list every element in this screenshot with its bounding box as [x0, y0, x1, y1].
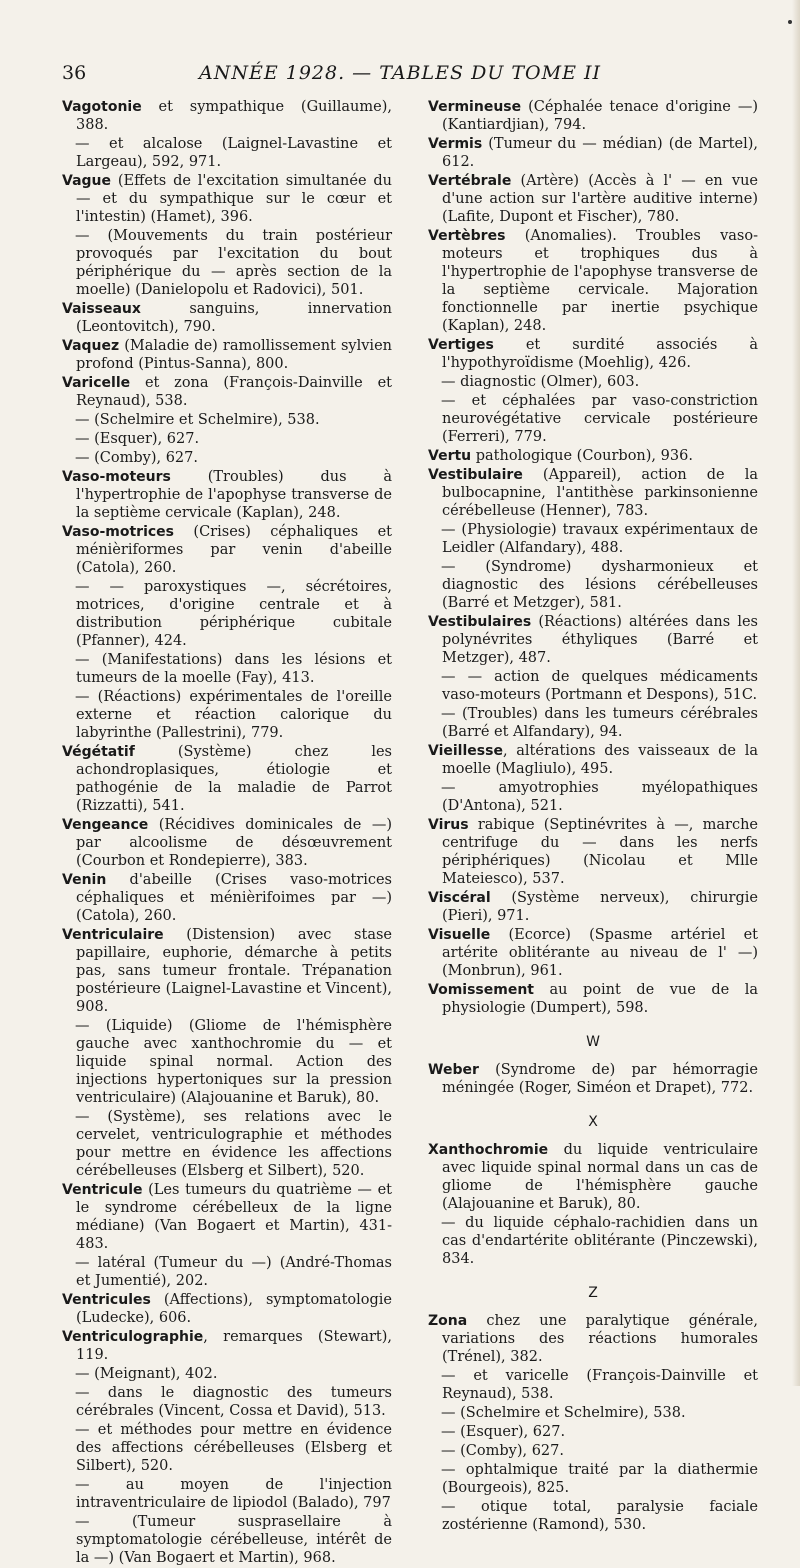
entry-text: pathologique (Courbon), 936.	[471, 448, 693, 464]
entry-text: (Appareil), action de la bulbocapnine, l'antithèse parkinsonienne cérébelleuse (Henner), 783.	[442, 467, 758, 519]
entry-headword: Ventriculaire	[62, 927, 164, 943]
section-letter: Z	[588, 1285, 598, 1301]
entry-text: (Artère) (Accès à l' — en vue d'une action sur l'artère auditive interne) (Lafite, Dupont et Fischer), 780.	[442, 173, 758, 225]
index-entry	[428, 705, 758, 741]
index-entry	[428, 1367, 758, 1403]
entry-headword: Vagotonie	[62, 99, 142, 115]
entry-text: (Ecorce) (Spasme artériel et artérite oblitérante au niveau de l' —) (Monbrun), 961.	[442, 927, 758, 979]
entry-text: et zona (François-Dainville et Reynaud), 538.	[76, 375, 392, 409]
page-speck	[788, 20, 792, 24]
entry-text: — (Esquer), 627.	[75, 431, 200, 447]
index-entry	[428, 1312, 758, 1366]
entry-headword: Vestibulaires	[428, 614, 532, 630]
right-index-column	[428, 98, 758, 1535]
index-entry	[62, 1421, 392, 1475]
entry-headword: Vaisseaux	[62, 301, 141, 317]
entry-text: — (Comby), 627.	[441, 1443, 564, 1459]
index-entry	[428, 373, 758, 391]
index-entry	[62, 172, 392, 226]
index-entry	[62, 1254, 392, 1290]
index-entry	[62, 926, 392, 1016]
index-entry	[62, 430, 392, 448]
index-entry	[428, 558, 758, 612]
entry-text: , altérations des vaisseaux de la moelle (Magliulo), 495.	[442, 743, 758, 777]
index-entry	[428, 466, 758, 520]
entry-text: — diagnostic (Olmer), 603.	[441, 374, 640, 390]
index-entry	[62, 1365, 392, 1383]
entry-headword: Viscéral	[428, 890, 491, 906]
entry-text: (Les tumeurs du quatrième — et le syndrome cérébelleux de la ligne médiane) (Van Bogaert et Martin), 431-483.	[76, 1182, 392, 1252]
index-entry	[428, 1214, 758, 1268]
entry-text: — (Tumeur susprasellaire à symptomatologie cérébelleuse, intérêt de la —) (Van Bogaert et Martin), 968.	[75, 1514, 392, 1566]
index-entry	[62, 374, 392, 410]
entry-text: — (Mouvements du train postérieur provoqués par l'excitation du bout périphérique du — après section de la moelle) (Danielopolu et Radovici), 501.	[75, 228, 392, 298]
index-entry	[428, 1461, 758, 1497]
index-entry	[62, 227, 392, 299]
page-edge-shadow	[792, 0, 800, 1386]
index-entry	[428, 1141, 758, 1213]
index-entry	[62, 523, 392, 577]
entry-headword: Visuelle	[428, 927, 491, 943]
entry-headword: Vertu	[428, 448, 472, 464]
page-header	[0, 62, 800, 92]
entry-headword: Végétatif	[62, 744, 135, 760]
index-entry	[62, 135, 392, 171]
running-title: ANNÉE 1928. — TABLES DU TOME II	[199, 62, 601, 84]
left-index-column	[62, 98, 392, 1568]
entry-headword: Vaquez	[62, 338, 120, 354]
entry-text: — (Système), ses relations avec le cervelet, ventriculographie et méthodes pour mettre en évidence les affections cérébelleuses (Elsberg et Silbert), 520.	[75, 1109, 392, 1179]
page-number: 36	[62, 62, 87, 84]
index-entry	[62, 578, 392, 650]
entry-headword: Ventricule	[62, 1182, 143, 1198]
entry-text: (Distension) avec stase papillaire, euphorie, démarche à petits pas, sans tumeur frontale. Trépanation postérieure (Laignel-Lavastine et Vincent), 908.	[76, 927, 392, 1015]
entry-headword: Vertèbres	[428, 228, 506, 244]
entry-text: et sympathique (Guillaume), 388.	[76, 99, 392, 133]
entry-text: (Système) chez les achondroplasiques, étiologie et pathogénie de la maladie de Parrot (Rizzatti), 541.	[76, 744, 392, 814]
index-entry	[62, 1017, 392, 1107]
index-entry	[62, 651, 392, 687]
entry-headword: Venin	[62, 872, 107, 888]
index-entry	[428, 135, 758, 171]
entry-headword: Xanthochromie	[428, 1142, 549, 1158]
index-entry	[428, 227, 758, 335]
index-entry	[428, 1061, 758, 1097]
index-entry	[428, 336, 758, 372]
entry-text: et surdité associés à l'hypothyroïdisme (Moehlig), 426.	[442, 337, 758, 371]
index-entry	[428, 1423, 758, 1441]
entry-headword: Vertiges	[428, 337, 494, 353]
entry-text: — et méthodes pour mettre en évidence des affections cérébelleuses (Elsberg et Silbert), 520.	[75, 1422, 392, 1474]
entry-text: — (Syndrome) dysharmonieux et diagnostic des lésions cérébelleuses (Barré et Metzger), 581.	[441, 559, 758, 611]
index-entry	[428, 1498, 758, 1534]
entry-text: (Récidives dominicales de —) par alcoolisme de désœuvrement (Courbon et Rondepierre), 383.	[76, 817, 392, 869]
entry-headword: Ventricules	[62, 1292, 151, 1308]
entry-text: — (Liquide) (Gliome de l'hémisphère gauche avec xanthochromie du — et liquide spinal normal. Action des injections hypertoniques sur la pression ventriculaire) (Alajouanine et Baruk), 80.	[75, 1018, 392, 1106]
entry-text: — otique total, paralysie faciale zostérienne (Ramond), 530.	[441, 1499, 758, 1533]
index-entry	[62, 411, 392, 429]
index-entry	[428, 1442, 758, 1460]
index-entry	[62, 743, 392, 815]
index-entry	[62, 1328, 392, 1364]
index-entry	[428, 889, 758, 925]
entry-text: — ophtalmique traité par la diathermie (Bourgeois), 825.	[441, 1462, 758, 1496]
index-entry	[62, 688, 392, 742]
entry-text: — (Schelmire et Schelmire), 538.	[75, 412, 320, 428]
entry-text: — et alcalose (Laignel-Lavastine et Largeau), 592, 971.	[75, 136, 392, 170]
index-entry	[62, 1476, 392, 1512]
entry-text: (Syndrome de) par hémorragie méningée (Roger, Siméon et Drapet), 772.	[442, 1062, 758, 1096]
index-entry	[428, 613, 758, 667]
entry-text: (Affections), symptomatologie (Ludecke), 606.	[76, 1292, 392, 1326]
entry-text: du liquide ventriculaire avec liquide spinal normal dans un cas de gliome de l'hémisphère gauche (Alajouanine et Baruk), 80.	[442, 1142, 758, 1212]
index-entry	[62, 1291, 392, 1327]
entry-headword: Vestibulaire	[428, 467, 523, 483]
entry-text: (Anomalies). Troubles vaso-moteurs et trophiques dus à l'hypertrophie de l'apophyse transverse de la septième cervicale. Majoration fonctionnelle par inertie psychique (Kaplan), 248.	[442, 228, 758, 334]
entry-text: — — action de quelques médicaments vaso-moteurs (Portmann et Despons), 51C.	[441, 669, 758, 703]
entry-text: — (Réactions) expérimentales de l'oreille externe et réaction calorique du labyrinthe (Pallestrini), 779.	[75, 689, 392, 741]
index-entry	[62, 300, 392, 336]
index-entry	[428, 816, 758, 888]
index-entry	[62, 1108, 392, 1180]
index-entry	[428, 392, 758, 446]
index-entry	[428, 668, 758, 704]
entry-text: — (Esquer), 627.	[441, 1424, 566, 1440]
index-entry	[428, 779, 758, 815]
entry-text: (Effets de l'excitation simultanée du — et du sympathique sur le cœur et l'intestin) (Hamet), 396.	[76, 173, 392, 225]
index-entry	[428, 1404, 758, 1422]
entry-text: sanguins, innervation (Leontovitch), 790.	[76, 301, 392, 335]
entry-headword: Vaso-moteurs	[62, 469, 171, 485]
entry-headword: Vaso-motrices	[62, 524, 175, 540]
index-entry	[62, 871, 392, 925]
entry-headword: Ventriculographie	[62, 1329, 204, 1345]
entry-text: , remarques (Stewart), 119.	[76, 1329, 392, 1363]
entry-headword: Vieillesse	[428, 743, 503, 759]
index-entry	[62, 1513, 392, 1567]
index-entry	[428, 521, 758, 557]
entry-text: — et varicelle (François-Dainville et Reynaud), 538.	[441, 1368, 758, 1402]
index-entry	[62, 1384, 392, 1420]
index-entry	[428, 981, 758, 1017]
index-entry	[428, 926, 758, 980]
section-letter: X	[588, 1114, 598, 1130]
entry-text: (Maladie de) ramollissement sylvien profond (Pintus-Sanna), 800.	[76, 338, 392, 372]
entry-headword: Vengeance	[62, 817, 149, 833]
entry-text: — (Meignant), 402.	[75, 1366, 218, 1382]
entry-headword: Vermis	[428, 136, 483, 152]
section-letter: W	[586, 1034, 600, 1050]
entry-text: — (Physiologie) travaux expérimentaux de Leidler (Alfandary), 488.	[441, 522, 758, 556]
entry-text: — et céphalées par vaso-constriction neurovégétative cervicale postérieure (Ferreri), 779.	[441, 393, 758, 445]
entry-text: — du liquide céphalo-rachidien dans un cas d'endartérite oblitérante (Pinczewski), 834.	[441, 1215, 758, 1267]
index-entry	[428, 742, 758, 778]
entry-text: (Crises) céphaliques et ménièriformes par venin d'abeille (Catola), 260.	[76, 524, 392, 576]
entry-text: — (Schelmire et Schelmire), 538.	[441, 1405, 686, 1421]
entry-headword: Vertébrale	[428, 173, 512, 189]
index-entry	[62, 449, 392, 467]
entry-text: (Réactions) altérées dans les polynévrites éthyliques (Barré et Metzger), 487.	[442, 614, 758, 666]
entry-headword: Zona	[428, 1313, 468, 1329]
entry-text: (Tumeur du — médian) (de Martel), 612.	[442, 136, 758, 170]
index-entry	[428, 98, 758, 134]
index-entry	[62, 1181, 392, 1253]
entry-headword: Varicelle	[62, 375, 131, 391]
entry-text: d'abeille (Crises vaso-motrices céphaliques et ménièrifoimes par —) (Catola), 260.	[76, 872, 392, 924]
index-entry	[62, 337, 392, 373]
index-entry	[62, 816, 392, 870]
entry-text: au point de vue de la physiologie (Dumpert), 598.	[442, 982, 758, 1016]
entry-text: (Troubles) dus à l'hypertrophie de l'apophyse transverse de la septième cervicale (Kaplan), 248.	[76, 469, 392, 521]
entry-text: rabique (Septinévrites à —, marche centrifuge du — dans les nerfs périphériques) (Nicolau et Mlle Mateiesco), 537.	[442, 817, 758, 887]
entry-headword: Vomissement	[428, 982, 534, 998]
index-entry	[428, 447, 758, 465]
entry-text: — latéral (Tumeur du —) (André-Thomas et Jumentié), 202.	[75, 1255, 392, 1289]
entry-text: (Système nerveux), chirurgie (Pieri), 971.	[442, 890, 758, 924]
entry-headword: Vague	[62, 173, 111, 189]
entry-text: chez une paralytique générale, variations des réactions humorales (Trénel), 382.	[442, 1313, 758, 1365]
entry-text: — (Manifestations) dans les lésions et tumeurs de la moelle (Fay), 413.	[75, 652, 392, 686]
index-entry	[62, 468, 392, 522]
entry-text: — (Comby), 627.	[75, 450, 198, 466]
entry-text: — — paroxystiques —, sécrétoires, motrices, d'origine centrale et à distribution périphérique cubitale (Pfanner), 424.	[75, 579, 392, 649]
entry-headword: Weber	[428, 1062, 479, 1078]
entry-text: — (Troubles) dans les tumeurs cérébrales (Barré et Alfandary), 94.	[441, 706, 758, 740]
index-entry	[62, 98, 392, 134]
entry-text: (Céphalée tenace d'origine —) (Kantiardjian), 794.	[442, 99, 758, 133]
entry-text: — dans le diagnostic des tumeurs cérébrales (Vincent, Cossa et David), 513.	[75, 1385, 392, 1419]
index-entry	[428, 172, 758, 226]
entry-headword: Vermineuse	[428, 99, 522, 115]
entry-headword: Virus	[428, 817, 469, 833]
entry-text: — amyotrophies myélopathiques (D'Antona), 521.	[441, 780, 758, 814]
entry-text: — au moyen de l'injection intraventriculaire de lipiodol (Balado), 797	[75, 1477, 392, 1511]
